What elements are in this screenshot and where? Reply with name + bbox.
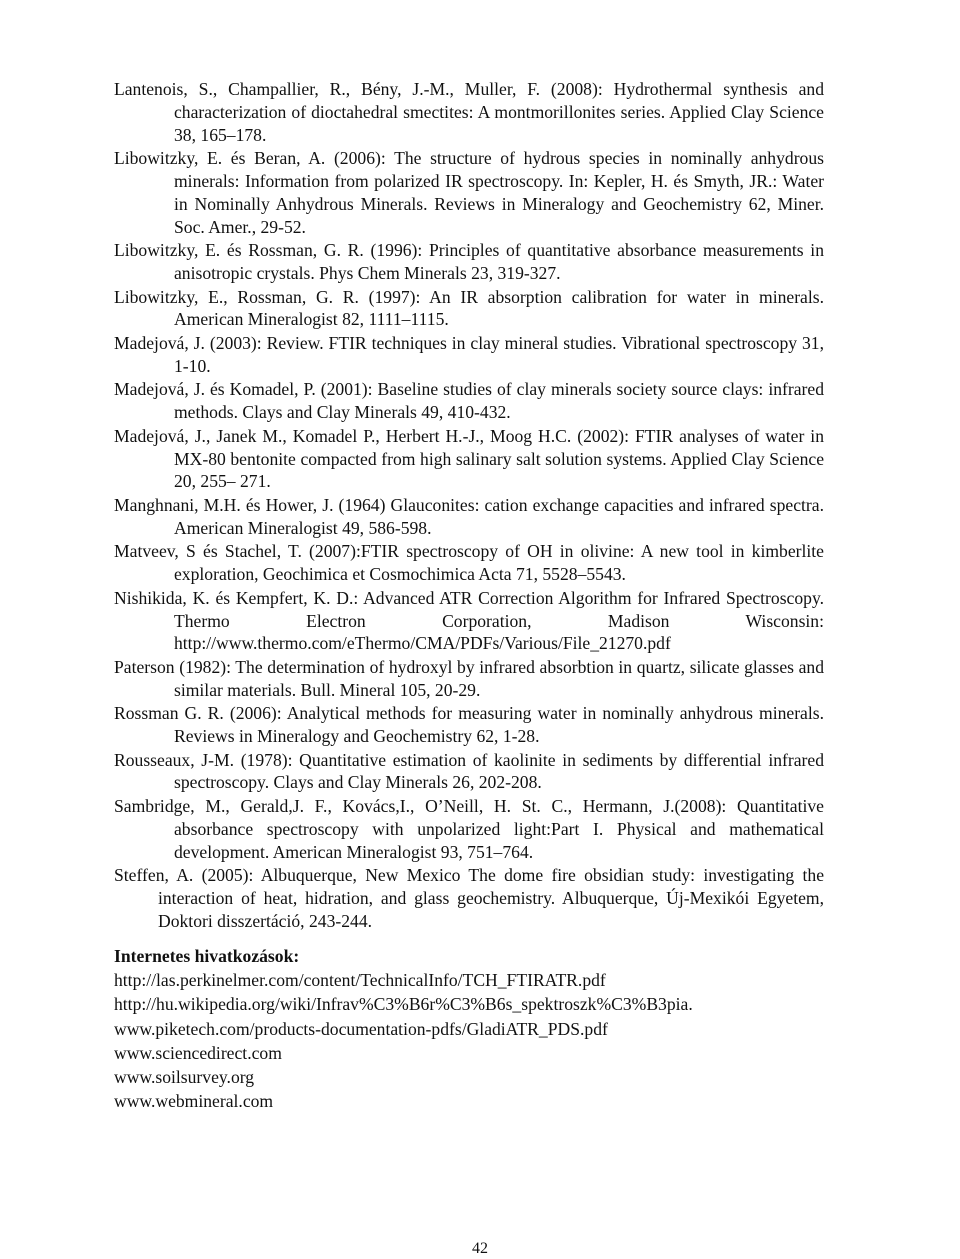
reference-entry: Libowitzky, E. és Rossman, G. R. (1996): Principles of quantitative absorbance measurements in anisotropic crystals. Phys Chem Minerals 23, 319-327. [114,240,824,283]
web-references-heading: Internetes hivatkozások: [114,946,300,966]
web-reference-link[interactable]: http://hu.wikipedia.org/wiki/Infrav%C3%B6r%C3%B6s_spektroszk%C3%B3pia. [114,994,693,1015]
reference-entry: Paterson (1982): The determination of hydroxyl by infrared absorbtion in quartz, silicate glasses and similar materials. Bull. Mineral 105, 20-29. [114,656,824,700]
web-reference-list [114,968,834,1114]
reference-entry: Madejová, J., Janek M., Komadel P., Herbert H.-J., Moog H.C. (2002): FTIR analyses of water in MX-80 bentonite compacted from high salinary salt solution systems. Applied Clay Science 20, 255– 271. [114,425,824,492]
reference-entry: Rousseaux, J-M. (1978): Quantitative estimation of kaolinite in sediments by differential infrared spectroscopy. Clays and Clay Minerals 26, 202-208. [114,749,824,793]
reference-entry: Matveev, S és Stachel, T. (2007):FTIR spectroscopy of OH in olivine: A new tool in kimberlite exploration, Geochimica et Cosmochimica Acta 71, 5528–5543. [114,541,824,585]
web-reference-link[interactable]: www.sciencedirect.com [114,1042,282,1063]
reference-entry: Sambridge, M., Gerald,J. F., Kovács,I., O’Neill, H. St. C., Hermann, J.(2008): Quantitative absorbance spectroscopy with unpolarized light:Part I. Physical and mathematical development. American Mineralogist 93, 751–764. [114,796,824,862]
reference-entry: Steffen, A. (2005): Albuquerque, New Mexico The dome fire obsidian study: investigating the interaction of heat, hidration, and glass geochemistry. Albuquerque, Új-Mexikói Egyetem, Doktori disszertáció, 243-244. [114,865,824,931]
web-reference-link[interactable]: www.webmineral.com [114,1091,274,1112]
reference-entry: Rossman G. R. (2006): Analytical methods for measuring water in nominally anhydrous minerals. Reviews in Mineralogy and Geochemistry 62, 1-28. [114,703,824,747]
web-reference-link[interactable]: http://las.perkinelmer.com/content/TechnicalInfo/TCH_FTIRATR.pdf [114,970,606,990]
reference-entry: Nishikida, K. és Kempfert, K. D.: Advanced ATR Correction Algorithm for Infrared Spectroscopy. Thermo Electron Corporation, Madison Wisconsin: http://www.thermo.com/eThermo/CMA/PDFs/Various/File_21270.pdf [114,587,824,654]
reference-entry: Madejová, J. (2003): Review. FTIR techniques in clay mineral studies. Vibrational spectroscopy 31, 1-10. [114,332,824,376]
reference-list [114,78,824,933]
web-reference-link[interactable]: www.piketech.com/products-documentation-pdfs/GladiATR_PDS.pdf [114,1018,608,1039]
web-reference-link[interactable]: www.soilsurvey.org [114,1067,255,1088]
reference-entry: Libowitzky, E. és Beran, A. (2006): The structure of hydrous species in nominally anhydrous minerals: Information from polarized IR spectroscopy. In: Kepler, H. és Smyth, JR.: Water in Nominally Anhydrous Minerals. Reviews in Mineralogy and Geochemistry 62, Miner. Soc. Amer., 29-52. [114,148,824,237]
reference-entry: Manghnani, M.H. és Hower, J. (1964) Glauconites: cation exchange capacities and infrared spectra. American Mineralogist 49, 586-598. [114,494,824,538]
page-number: 42 [472,1240,488,1257]
reference-entry: Lantenois, S., Champallier, R., Bény, J.-M., Muller, F. (2008): Hydrothermal synthesis and characterization of dioctahedral smectites: A montmorillonites series. Applied Clay Science 38, 165–178. [114,79,824,145]
reference-entry: Madejová, J. és Komadel, P. (2001): Baseline studies of clay minerals society source clays: infrared methods. Clays and Clay Minerals 49, 410-432. [114,379,824,423]
reference-entry: Libowitzky, E., Rossman, G. R. (1997): An IR absorption calibration for water in minerals. American Mineralogist 82, 1111–1115. [114,286,824,330]
